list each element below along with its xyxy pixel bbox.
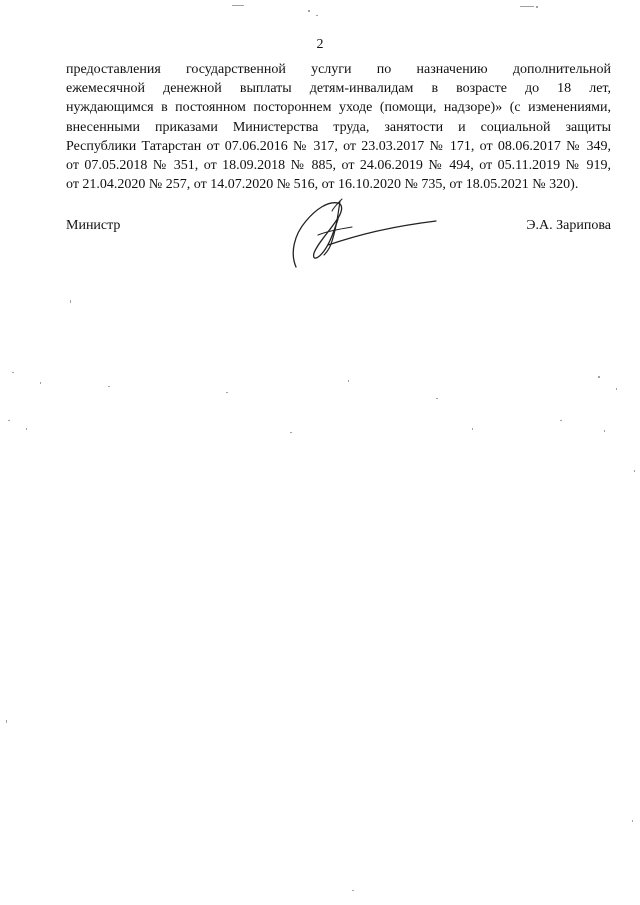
body-paragraph (66, 60, 611, 194)
page-number: 2 (316, 37, 324, 52)
handwritten-signature (288, 195, 438, 273)
text-line: от 21.04.2020 № 257, от 14.07.2020 № 516, от 16.10.2020 № 735, от 18.05.2021 № 320). (66, 177, 579, 193)
text-line: ежемесячной денежной выплаты детям-инвалидам в возрасте до 18 лет, (66, 81, 611, 97)
signer-name: Э.А. Зарипова (526, 218, 611, 233)
text-line: от 07.05.2018 № 351, от 18.09.2018 № 885, от 24.06.2019 № 494, от 05.11.2019 № 919, (66, 158, 611, 174)
text-line: предоставления государственной услуги по назначению дополнительной (66, 62, 611, 77)
text-line: Республики Татарстан от 07.06.2016 № 317, от 23.03.2017 № 171, от 08.06.2017 № 349, (66, 138, 611, 154)
text-line: нуждающимся в постоянном постороннем уходе (помощи, надзоре)» (с изменениями, (66, 100, 611, 116)
signer-position: Министр (66, 218, 121, 233)
text-line: внесенными приказами Министерства труда, занятости и социальной защиты (66, 119, 611, 135)
